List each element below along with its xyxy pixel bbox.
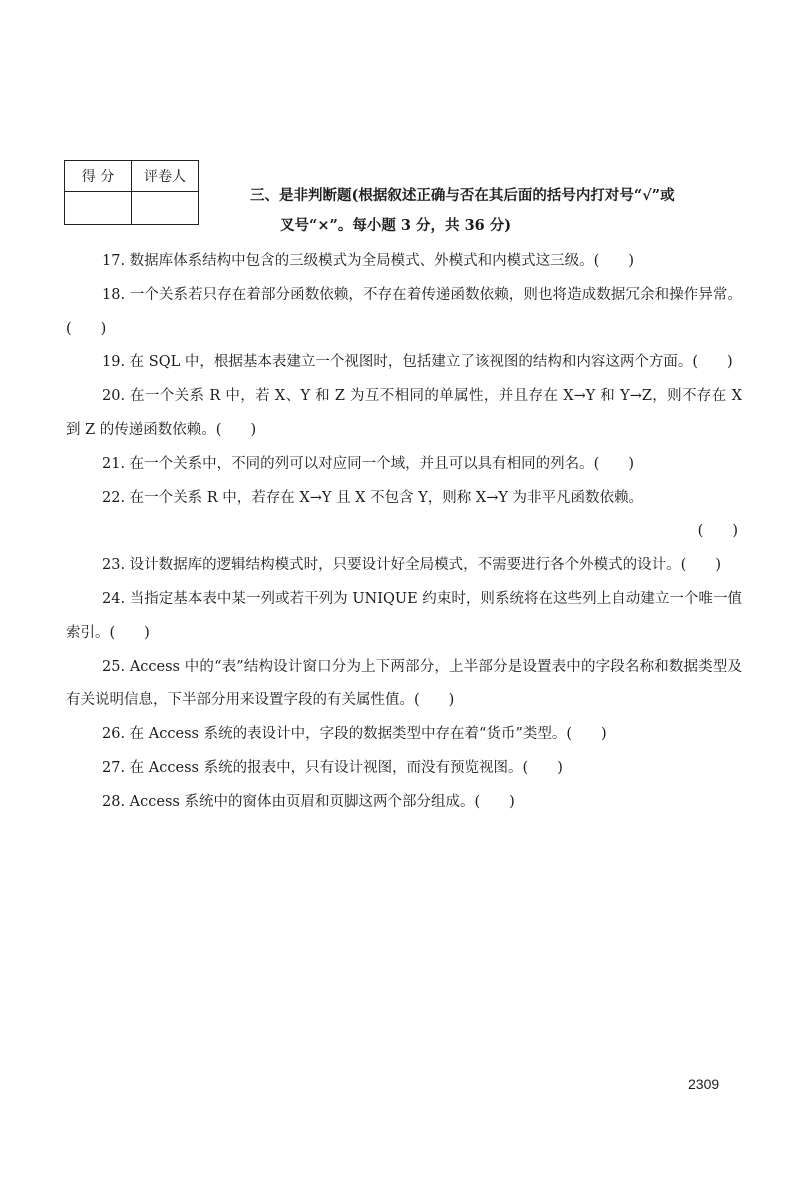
question-28: 28. Access 系统中的窗体由页眉和页脚这两个部分组成。( ) [102, 793, 515, 810]
question-27: 27. 在 Access 系统的报表中，只有设计视图，而没有预览视图。( ) [102, 759, 563, 776]
question-25: 25. Access 中的“表”结构设计窗口分为上下两部分，上半部分是设置表中的字段名称和数据类型及有关说明信息，下半部分用来设置字段的有关属性值。( ) [66, 658, 742, 709]
question-26: 26. 在 Access 系统的表设计中，字段的数据类型中存在着“货币”类型。( ) [102, 726, 607, 743]
question-19: 19. 在 SQL 中，根据基本表建立一个视图时，包括建立了该视图的结构和内容这两个方面。( ) [102, 354, 733, 371]
section-title [250, 181, 750, 241]
question-23: 23. 设计数据库的逻辑结构模式时，只要设计好全局模式，不需要进行各个外模式的设计。( ) [102, 557, 721, 574]
question-21: 21. 在一个关系中，不同的列可以对应同一个域，并且可以具有相同的列名。( ) [102, 455, 634, 472]
grader-cell [132, 192, 199, 225]
question-18: 18. 一个关系若只存在着部分函数依赖，不存在着传递函数依赖，则也将造成数据冗余和操作异常。( ) [66, 286, 742, 337]
question-22-answer-paren: ( ) [697, 523, 738, 540]
question-22: 22. 在一个关系 R 中，若存在 X→Y 且 X 不包含 Y，则称 X→Y 为非平凡函数依赖。 [102, 489, 644, 506]
score-cell [65, 192, 132, 225]
grader-header: 评卷人 [132, 161, 199, 192]
score-header: 得 分 [65, 161, 132, 192]
question-17: 17. 数据库体系结构中包含的三级模式为全局模式、外模式和内模式这三级。( ) [102, 253, 634, 269]
question-20: 20. 在一个关系 R 中，若 X、Y 和 Z 为互不相同的单属性，并且存在 X→Y 和 Y→Z，则不存在 X 到 Z 的传递函数依赖。( ) [66, 388, 742, 438]
question-list [66, 245, 742, 820]
page-number: 2309 [688, 1076, 720, 1092]
section-title-line1: 三、是非判断题(根据叙述正确与否在其后面的括号内打对号“√”或 [250, 187, 675, 204]
question-24: 24. 当指定基本表中某一列或若干列为 UNIQUE 约束时，则系统将在这些列上自动建立一个唯一值索引。( ) [66, 590, 742, 641]
section-title-line2: 叉号“×”。每小题 3 分，共 36 分) [280, 217, 512, 234]
score-table [64, 160, 199, 225]
